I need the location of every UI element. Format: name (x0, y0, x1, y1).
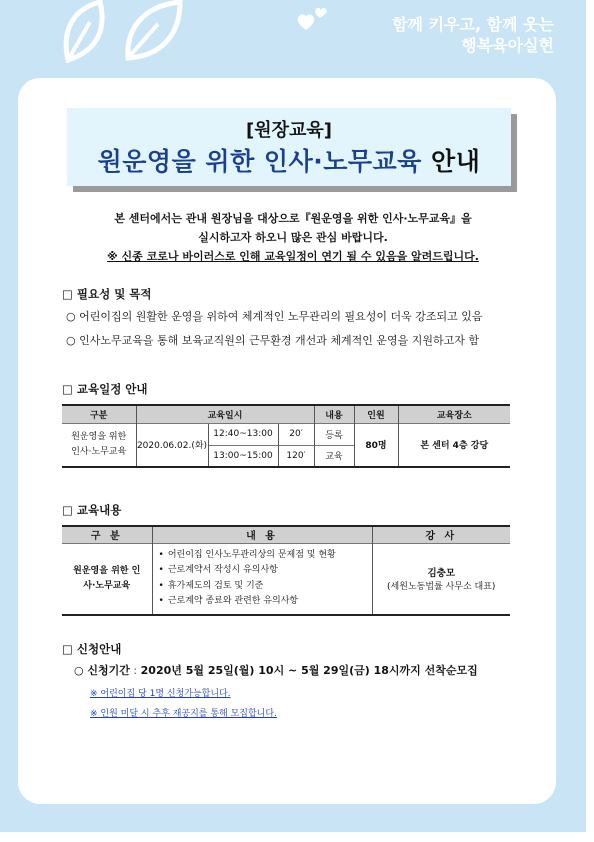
apply-note-1: ※ 어린이집 당 1명 신청가능합니다. (90, 689, 231, 699)
schedule-content: 교육 (314, 445, 354, 467)
table-row (62, 423, 510, 445)
lecturer-org: (세원노동법률 사무소 대표) (387, 582, 496, 592)
header-category: 구분 (62, 405, 136, 423)
intro-line1: 본 센터에서는 관내 원장님을 대상으로『원운영을 위한 인사·노무교육』을 (114, 212, 472, 225)
apply-period-value: 2020년 5월 25일(월) 10시 ~ 5월 29일(금) 18시까지 선착순모집 (140, 664, 478, 677)
apply-note-2: ※ 인원 미달 시 추후 재공지를 통해 모집합니다. (90, 709, 277, 719)
content-items (152, 543, 372, 615)
content-category: 원운영을 위한 인사·노무교육 (62, 543, 152, 615)
schedule-minutes: 20′ (278, 423, 314, 445)
title-main-text: 원운영을 위한 인사·노무교육 (97, 147, 422, 176)
schedule-table (62, 404, 510, 468)
title-sub: [원장교육] (245, 120, 332, 141)
section-heading-apply: □ 신청안내 (62, 642, 122, 656)
list-item: • 근로계약서 작성시 유의사항 (159, 563, 368, 579)
table-row (62, 543, 510, 615)
title-box (67, 108, 511, 186)
list-item: • 어린이집 인사노무관리상의 문제점 및 현황 (159, 548, 368, 564)
section-heading-content: □ 교육내용 (62, 503, 122, 517)
title-tail: 안내 (421, 147, 481, 176)
leaf-icon (122, 0, 184, 64)
table-header-row (62, 405, 510, 423)
lecturer-cell (372, 543, 510, 615)
section-heading-need: □ 필요성 및 목적 (62, 287, 152, 301)
slogan-line2: 행복육아실현 (461, 36, 554, 55)
schedule-time: 13:00~15:00 (208, 445, 278, 467)
header-content: 내용 (314, 405, 354, 423)
content-table (62, 525, 510, 616)
need-item-2: ○ 인사노무교육을 통해 보육교직원의 근무환경 개선과 체계적인 운영을 지원하고자 함 (66, 334, 479, 347)
table-header-row (62, 526, 510, 543)
header-content: 내 용 (152, 526, 372, 543)
header-lecturer: 강 사 (372, 526, 510, 543)
intro-line2: 실시하고자 하오니 많은 관심 바랍니다. (198, 231, 388, 244)
section-heading-schedule: □ 교육일정 안내 (62, 382, 148, 396)
apply-period (74, 662, 478, 678)
schedule-place: 본 센터 4층 강당 (398, 423, 510, 467)
schedule-time: 12:40~13:00 (208, 423, 278, 445)
header-category: 구 분 (62, 526, 152, 543)
list-item: • 근로계약 종료와 관련한 유의사항 (159, 594, 368, 610)
page-title (67, 142, 511, 178)
schedule-minutes: 120′ (278, 445, 314, 467)
header-datetime: 교육일시 (136, 405, 314, 423)
need-item-1: ○ 어린이집의 원활한 운영을 위하여 체계적인 노무관리의 필요성이 더욱 강조되고 있음 (66, 310, 483, 323)
slogan (392, 14, 554, 56)
header-people: 인원 (354, 405, 398, 423)
intro-warning: ※ 신종 코로나 바이러스로 인해 교육일정이 연기 될 수 있음을 알려드립니다. (107, 250, 479, 263)
hearts-icon (296, 4, 336, 34)
apply-period-label: ○ 신청기간 (74, 664, 130, 677)
list-item: • 휴가제도의 검토 및 기준 (159, 579, 368, 595)
schedule-content: 등록 (314, 423, 354, 445)
intro-text (40, 209, 546, 266)
apply-period-sep: : (129, 664, 141, 677)
schedule-date: 2020.06.02.(화) (136, 423, 208, 467)
slogan-line1: 함께 키우고, 함께 웃는 (392, 15, 554, 34)
schedule-people: 80명 (354, 423, 398, 467)
leaf-icon (60, 0, 120, 64)
header-place: 교육장소 (398, 405, 510, 423)
schedule-category: 원운영을 위한 인사·노무교육 (62, 423, 136, 467)
lecturer-name: 김충모 (427, 568, 456, 579)
